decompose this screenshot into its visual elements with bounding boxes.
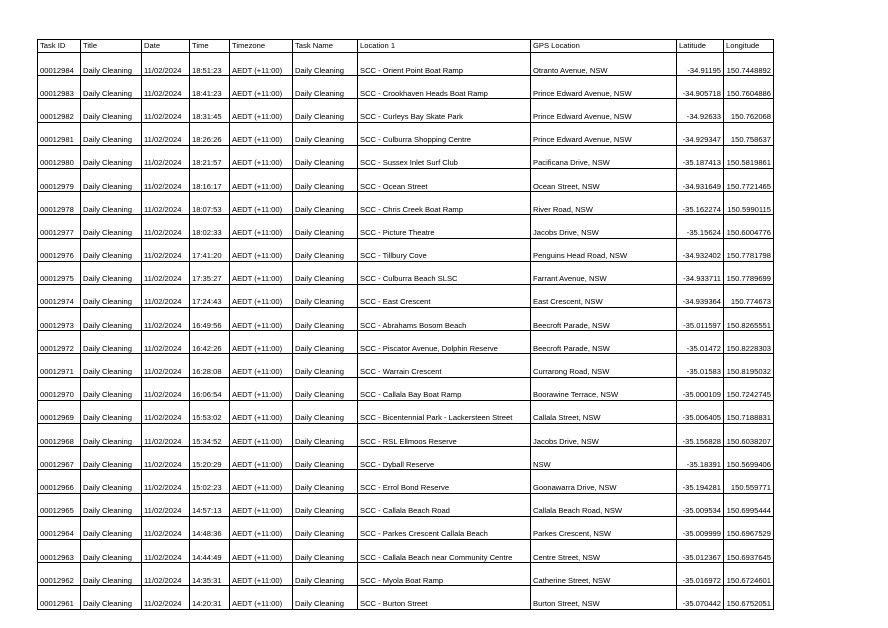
cell-longitude: 150.8265551 [724, 308, 774, 331]
cell-task-id: 00012966 [38, 470, 81, 493]
cell-date: 11/02/2024 [142, 238, 190, 261]
cell-location: SCC - RSL Ellmoos Reserve [358, 424, 531, 447]
table-row [38, 516, 774, 539]
cell-latitude: -34.929347 [677, 122, 724, 145]
cell-task-name: Daily Cleaning [293, 424, 358, 447]
cell-task-id: 00012973 [38, 308, 81, 331]
cell-date: 11/02/2024 [142, 122, 190, 145]
cell-latitude: -35.000109 [677, 377, 724, 400]
cell-timezone: AEDT (+11:00) [230, 76, 293, 99]
cell-gps-location: Prince Edward Avenue, NSW [531, 76, 677, 99]
cell-location: SCC - Piscator Avenue, Dolphin Reserve [358, 331, 531, 354]
cell-latitude: -35.194281 [677, 470, 724, 493]
cell-location: SCC - Callala Beach Road [358, 493, 531, 516]
cell-gps-location: River Road, NSW [531, 192, 677, 215]
cell-title: Daily Cleaning [81, 99, 142, 122]
cell-date: 11/02/2024 [142, 447, 190, 470]
cell-task-name: Daily Cleaning [293, 53, 358, 76]
cell-location: SCC - Chris Creek Boat Ramp [358, 192, 531, 215]
table-row [38, 192, 774, 215]
cell-gps-location: Jacobs Drive, NSW [531, 215, 677, 238]
column-header-longitude: Longitude [724, 40, 774, 53]
cell-task-id: 00012976 [38, 238, 81, 261]
cell-gps-location: NSW [531, 447, 677, 470]
cell-task-name: Daily Cleaning [293, 238, 358, 261]
cell-task-id: 00012970 [38, 377, 81, 400]
cell-task-name: Daily Cleaning [293, 354, 358, 377]
cell-task-name: Daily Cleaning [293, 516, 358, 539]
cell-task-name: Daily Cleaning [293, 145, 358, 168]
cell-longitude: 150.7781798 [724, 238, 774, 261]
cell-title: Daily Cleaning [81, 354, 142, 377]
table-row [38, 493, 774, 516]
cell-latitude: -34.92633 [677, 99, 724, 122]
cell-gps-location: East Crescent, NSW [531, 284, 677, 307]
cell-task-id: 00012965 [38, 493, 81, 516]
cell-time: 15:53:02 [190, 400, 230, 423]
cell-longitude: 150.7242745 [724, 377, 774, 400]
cell-longitude: 150.758637 [724, 122, 774, 145]
cell-location: SCC - Errol Bond Reserve [358, 470, 531, 493]
cell-timezone: AEDT (+11:00) [230, 447, 293, 470]
table-body [38, 53, 774, 610]
cell-location: SCC - Orient Point Boat Ramp [358, 53, 531, 76]
cell-gps-location: Otranto Avenue, NSW [531, 53, 677, 76]
cell-longitude: 150.559771 [724, 470, 774, 493]
cell-time: 14:20:31 [190, 586, 230, 609]
cell-date: 11/02/2024 [142, 53, 190, 76]
cell-timezone: AEDT (+11:00) [230, 377, 293, 400]
cell-title: Daily Cleaning [81, 308, 142, 331]
cell-location: SCC - Crookhaven Heads Boat Ramp [358, 76, 531, 99]
cell-gps-location: Burton Street, NSW [531, 586, 677, 609]
cell-date: 11/02/2024 [142, 400, 190, 423]
cell-gps-location: Penguins Head Road, NSW [531, 238, 677, 261]
cell-latitude: -35.070442 [677, 586, 724, 609]
cell-gps-location: Callala Beach Road, NSW [531, 493, 677, 516]
cell-time: 14:57:13 [190, 493, 230, 516]
cell-title: Daily Cleaning [81, 122, 142, 145]
cell-longitude: 150.5699406 [724, 447, 774, 470]
cell-time: 16:42:26 [190, 331, 230, 354]
column-header-location: Location 1 [358, 40, 531, 53]
cell-task-name: Daily Cleaning [293, 99, 358, 122]
cell-longitude: 150.5819861 [724, 145, 774, 168]
cell-time: 18:41:23 [190, 76, 230, 99]
cell-date: 11/02/2024 [142, 377, 190, 400]
cell-task-id: 00012980 [38, 145, 81, 168]
cell-title: Daily Cleaning [81, 76, 142, 99]
cell-time: 16:49:56 [190, 308, 230, 331]
cell-task-id: 00012961 [38, 586, 81, 609]
cell-timezone: AEDT (+11:00) [230, 238, 293, 261]
cell-date: 11/02/2024 [142, 261, 190, 284]
cell-time: 14:48:36 [190, 516, 230, 539]
cell-timezone: AEDT (+11:00) [230, 493, 293, 516]
table-row [38, 53, 774, 76]
cell-time: 15:02:23 [190, 470, 230, 493]
cell-task-name: Daily Cleaning [293, 168, 358, 191]
column-header-task-id: Task ID [38, 40, 81, 53]
cell-longitude: 150.7789699 [724, 261, 774, 284]
cell-timezone: AEDT (+11:00) [230, 215, 293, 238]
cell-latitude: -35.016972 [677, 563, 724, 586]
cell-task-id: 00012968 [38, 424, 81, 447]
cell-location: SCC - Myola Boat Ramp [358, 563, 531, 586]
table-row [38, 76, 774, 99]
cell-title: Daily Cleaning [81, 261, 142, 284]
cell-longitude: 150.8195032 [724, 354, 774, 377]
cell-timezone: AEDT (+11:00) [230, 261, 293, 284]
cell-timezone: AEDT (+11:00) [230, 354, 293, 377]
cell-title: Daily Cleaning [81, 284, 142, 307]
cell-task-id: 00012969 [38, 400, 81, 423]
cell-timezone: AEDT (+11:00) [230, 539, 293, 562]
cell-latitude: -34.933711 [677, 261, 724, 284]
table-row [38, 284, 774, 307]
cell-latitude: -34.939364 [677, 284, 724, 307]
cell-task-name: Daily Cleaning [293, 377, 358, 400]
cell-gps-location: Pacificana Drive, NSW [531, 145, 677, 168]
cell-time: 16:06:54 [190, 377, 230, 400]
column-header-gps-location: GPS Location [531, 40, 677, 53]
cell-location: SCC - Bicentennial Park - Lackersteen Street [358, 400, 531, 423]
cell-date: 11/02/2024 [142, 516, 190, 539]
cell-longitude: 150.6995444 [724, 493, 774, 516]
cell-task-id: 00012974 [38, 284, 81, 307]
cell-location: SCC - Culburra Shopping Centre [358, 122, 531, 145]
table-row [38, 354, 774, 377]
cell-time: 16:28:08 [190, 354, 230, 377]
table-row [38, 261, 774, 284]
cell-longitude: 150.5990115 [724, 192, 774, 215]
cell-date: 11/02/2024 [142, 76, 190, 99]
table-row [38, 470, 774, 493]
cell-latitude: -35.009534 [677, 493, 724, 516]
cell-task-name: Daily Cleaning [293, 192, 358, 215]
cell-timezone: AEDT (+11:00) [230, 516, 293, 539]
cell-gps-location: Catherine Street, NSW [531, 563, 677, 586]
cell-time: 14:44:49 [190, 539, 230, 562]
cell-gps-location: Prince Edward Avenue, NSW [531, 122, 677, 145]
column-header-latitude: Latitude [677, 40, 724, 53]
cell-gps-location: Beecroft Parade, NSW [531, 331, 677, 354]
cell-location: SCC - Callala Beach near Community Centre [358, 539, 531, 562]
cell-title: Daily Cleaning [81, 377, 142, 400]
task-table [37, 39, 774, 610]
cell-date: 11/02/2024 [142, 586, 190, 609]
cell-location: SCC - Callala Bay Boat Ramp [358, 377, 531, 400]
cell-longitude: 150.6004776 [724, 215, 774, 238]
cell-time: 18:16:17 [190, 168, 230, 191]
column-header-task-name: Task Name [293, 40, 358, 53]
cell-date: 11/02/2024 [142, 308, 190, 331]
cell-timezone: AEDT (+11:00) [230, 192, 293, 215]
cell-task-id: 00012962 [38, 563, 81, 586]
cell-location: SCC - Parkes Crescent Callala Beach [358, 516, 531, 539]
cell-task-name: Daily Cleaning [293, 122, 358, 145]
table-row [38, 563, 774, 586]
cell-date: 11/02/2024 [142, 215, 190, 238]
cell-task-id: 00012975 [38, 261, 81, 284]
cell-time: 18:31:45 [190, 99, 230, 122]
cell-latitude: -35.15624 [677, 215, 724, 238]
cell-time: 18:21:57 [190, 145, 230, 168]
cell-timezone: AEDT (+11:00) [230, 424, 293, 447]
table-row [38, 539, 774, 562]
cell-title: Daily Cleaning [81, 53, 142, 76]
cell-timezone: AEDT (+11:00) [230, 99, 293, 122]
cell-longitude: 150.6752051 [724, 586, 774, 609]
cell-date: 11/02/2024 [142, 284, 190, 307]
cell-latitude: -35.011597 [677, 308, 724, 331]
cell-time: 14:35:31 [190, 563, 230, 586]
cell-gps-location: Prince Edward Avenue, NSW [531, 99, 677, 122]
cell-task-name: Daily Cleaning [293, 261, 358, 284]
cell-latitude: -35.01583 [677, 354, 724, 377]
cell-date: 11/02/2024 [142, 539, 190, 562]
cell-gps-location: Currarong Road, NSW [531, 354, 677, 377]
cell-task-name: Daily Cleaning [293, 447, 358, 470]
cell-location: SCC - East Crescent [358, 284, 531, 307]
cell-task-id: 00012977 [38, 215, 81, 238]
cell-date: 11/02/2024 [142, 470, 190, 493]
cell-location: SCC - Picture Theatre [358, 215, 531, 238]
cell-title: Daily Cleaning [81, 424, 142, 447]
table-row [38, 377, 774, 400]
cell-longitude: 150.774673 [724, 284, 774, 307]
cell-gps-location: Farrant Avenue, NSW [531, 261, 677, 284]
table-row [38, 215, 774, 238]
cell-time: 15:34:52 [190, 424, 230, 447]
cell-timezone: AEDT (+11:00) [230, 122, 293, 145]
table-row [38, 168, 774, 191]
cell-time: 17:41:20 [190, 238, 230, 261]
cell-longitude: 150.7604886 [724, 76, 774, 99]
cell-title: Daily Cleaning [81, 400, 142, 423]
cell-task-id: 00012983 [38, 76, 81, 99]
cell-time: 17:35:27 [190, 261, 230, 284]
cell-time: 15:20:29 [190, 447, 230, 470]
cell-timezone: AEDT (+11:00) [230, 563, 293, 586]
cell-time: 18:07:53 [190, 192, 230, 215]
cell-location: SCC - Tillbury Cove [358, 238, 531, 261]
cell-title: Daily Cleaning [81, 539, 142, 562]
header-row [38, 40, 774, 53]
cell-gps-location: Jacobs Drive, NSW [531, 424, 677, 447]
table-row [38, 400, 774, 423]
cell-task-id: 00012971 [38, 354, 81, 377]
cell-location: SCC - Abrahams Bosom Beach [358, 308, 531, 331]
cell-latitude: -34.931649 [677, 168, 724, 191]
cell-title: Daily Cleaning [81, 586, 142, 609]
cell-gps-location: Boorawine Terrace, NSW [531, 377, 677, 400]
column-header-date: Date [142, 40, 190, 53]
cell-title: Daily Cleaning [81, 447, 142, 470]
cell-task-name: Daily Cleaning [293, 308, 358, 331]
cell-task-name: Daily Cleaning [293, 539, 358, 562]
cell-longitude: 150.7721465 [724, 168, 774, 191]
cell-latitude: -35.009999 [677, 516, 724, 539]
cell-latitude: -35.162274 [677, 192, 724, 215]
cell-task-name: Daily Cleaning [293, 215, 358, 238]
cell-location: SCC - Curleys Bay Skate Park [358, 99, 531, 122]
table-row [38, 331, 774, 354]
cell-location: SCC - Sussex Inlet Surf Club [358, 145, 531, 168]
cell-timezone: AEDT (+11:00) [230, 470, 293, 493]
cell-latitude: -35.01472 [677, 331, 724, 354]
cell-timezone: AEDT (+11:00) [230, 586, 293, 609]
table-row [38, 122, 774, 145]
cell-latitude: -35.18391 [677, 447, 724, 470]
cell-task-id: 00012978 [38, 192, 81, 215]
cell-longitude: 150.6724601 [724, 563, 774, 586]
cell-task-name: Daily Cleaning [293, 400, 358, 423]
cell-title: Daily Cleaning [81, 493, 142, 516]
cell-timezone: AEDT (+11:00) [230, 308, 293, 331]
table-row [38, 424, 774, 447]
cell-time: 17:24:43 [190, 284, 230, 307]
cell-task-id: 00012972 [38, 331, 81, 354]
cell-latitude: -35.156828 [677, 424, 724, 447]
cell-longitude: 150.7188831 [724, 400, 774, 423]
cell-title: Daily Cleaning [81, 331, 142, 354]
cell-title: Daily Cleaning [81, 192, 142, 215]
cell-date: 11/02/2024 [142, 563, 190, 586]
cell-location: SCC - Dyball Reserve [358, 447, 531, 470]
cell-task-name: Daily Cleaning [293, 493, 358, 516]
cell-title: Daily Cleaning [81, 145, 142, 168]
cell-longitude: 150.762068 [724, 99, 774, 122]
column-header-timezone: Timezone [230, 40, 293, 53]
column-header-time: Time [190, 40, 230, 53]
cell-longitude: 150.8228303 [724, 331, 774, 354]
cell-task-id: 00012982 [38, 99, 81, 122]
cell-location: SCC - Ocean Street [358, 168, 531, 191]
cell-latitude: -34.91195 [677, 53, 724, 76]
cell-date: 11/02/2024 [142, 354, 190, 377]
cell-timezone: AEDT (+11:00) [230, 53, 293, 76]
table-row [38, 238, 774, 261]
table-row [38, 447, 774, 470]
cell-gps-location: Beecroft Parade, NSW [531, 308, 677, 331]
cell-task-name: Daily Cleaning [293, 586, 358, 609]
cell-task-id: 00012964 [38, 516, 81, 539]
cell-task-id: 00012979 [38, 168, 81, 191]
cell-date: 11/02/2024 [142, 99, 190, 122]
table-row [38, 586, 774, 609]
cell-latitude: -34.905718 [677, 76, 724, 99]
cell-date: 11/02/2024 [142, 493, 190, 516]
column-header-title: Title [81, 40, 142, 53]
spreadsheet-page [37, 39, 774, 610]
cell-timezone: AEDT (+11:00) [230, 145, 293, 168]
cell-title: Daily Cleaning [81, 563, 142, 586]
cell-title: Daily Cleaning [81, 238, 142, 261]
cell-time: 18:51:23 [190, 53, 230, 76]
cell-gps-location: Callala Street, NSW [531, 400, 677, 423]
cell-longitude: 150.6038207 [724, 424, 774, 447]
cell-timezone: AEDT (+11:00) [230, 168, 293, 191]
cell-date: 11/02/2024 [142, 168, 190, 191]
cell-title: Daily Cleaning [81, 168, 142, 191]
cell-task-id: 00012981 [38, 122, 81, 145]
table-row [38, 99, 774, 122]
cell-task-name: Daily Cleaning [293, 563, 358, 586]
cell-timezone: AEDT (+11:00) [230, 400, 293, 423]
cell-latitude: -35.012367 [677, 539, 724, 562]
cell-time: 18:26:26 [190, 122, 230, 145]
cell-time: 18:02:33 [190, 215, 230, 238]
cell-timezone: AEDT (+11:00) [230, 331, 293, 354]
cell-gps-location: Parkes Crescent, NSW [531, 516, 677, 539]
cell-date: 11/02/2024 [142, 424, 190, 447]
cell-date: 11/02/2024 [142, 331, 190, 354]
cell-task-name: Daily Cleaning [293, 284, 358, 307]
cell-longitude: 150.7448892 [724, 53, 774, 76]
table-row [38, 145, 774, 168]
cell-longitude: 150.6937645 [724, 539, 774, 562]
cell-latitude: -34.932402 [677, 238, 724, 261]
cell-location: SCC - Culburra Beach SLSC [358, 261, 531, 284]
cell-location: SCC - Warrain Crescent [358, 354, 531, 377]
cell-longitude: 150.6967529 [724, 516, 774, 539]
cell-task-name: Daily Cleaning [293, 470, 358, 493]
table-row [38, 308, 774, 331]
cell-title: Daily Cleaning [81, 215, 142, 238]
cell-gps-location: Ocean Street, NSW [531, 168, 677, 191]
cell-gps-location: Centre Street, NSW [531, 539, 677, 562]
cell-title: Daily Cleaning [81, 516, 142, 539]
cell-task-name: Daily Cleaning [293, 76, 358, 99]
cell-task-name: Daily Cleaning [293, 331, 358, 354]
cell-gps-location: Goonawarra Drive, NSW [531, 470, 677, 493]
cell-task-id: 00012984 [38, 53, 81, 76]
cell-latitude: -35.006405 [677, 400, 724, 423]
cell-task-id: 00012967 [38, 447, 81, 470]
cell-date: 11/02/2024 [142, 192, 190, 215]
cell-task-id: 00012963 [38, 539, 81, 562]
cell-timezone: AEDT (+11:00) [230, 284, 293, 307]
cell-location: SCC - Burton Street [358, 586, 531, 609]
cell-title: Daily Cleaning [81, 470, 142, 493]
cell-latitude: -35.187413 [677, 145, 724, 168]
cell-date: 11/02/2024 [142, 145, 190, 168]
